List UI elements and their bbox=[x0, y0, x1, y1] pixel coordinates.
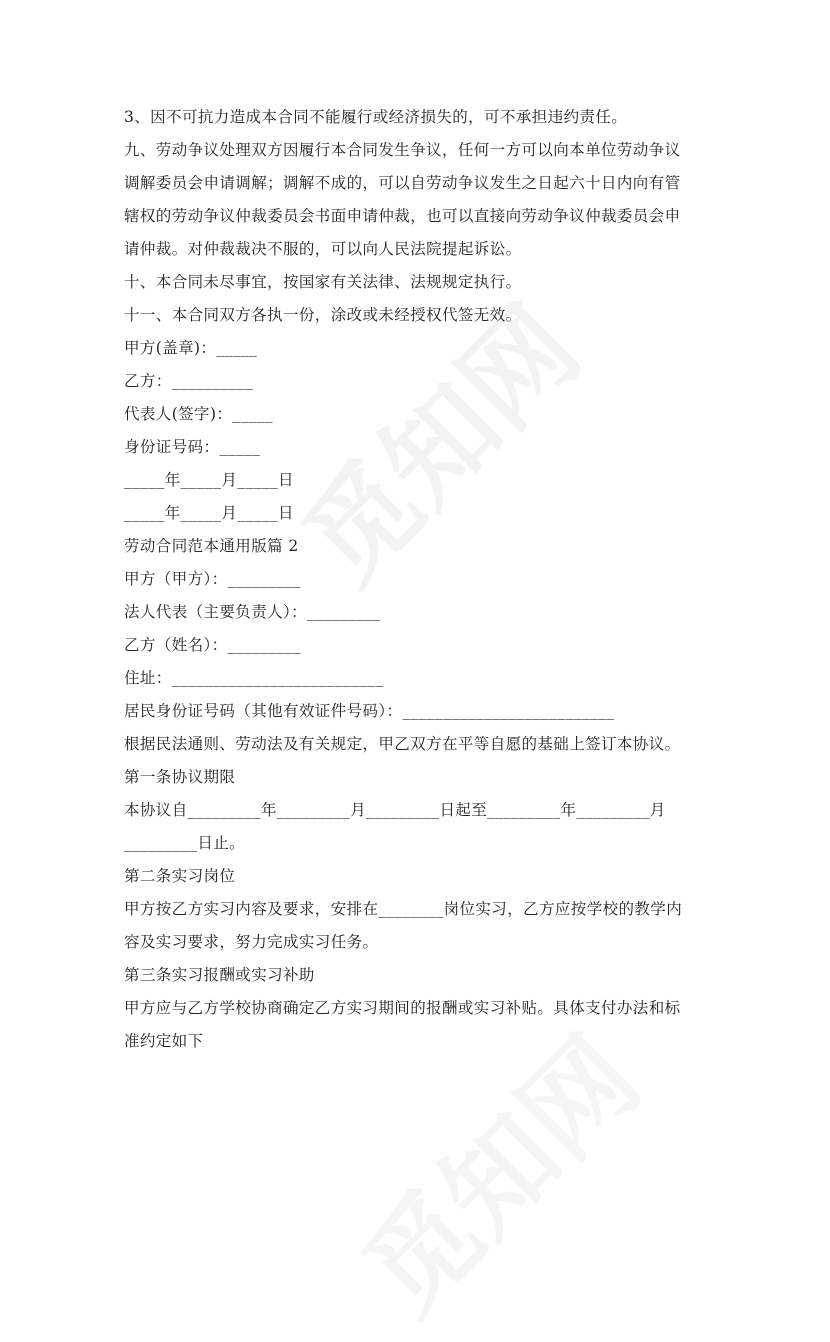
paragraph-line: 根据民法通则、劳动法及有关规定，甲乙双方在平等自愿的基础上签订本协议。 bbox=[124, 735, 681, 753]
form-field: 居民身份证号码（其他有效证件号码）：__________________________ bbox=[124, 702, 615, 720]
paragraph-line: 3、因不可抗力造成本合同不能履行或经济损失的，可不承担违约责任。 bbox=[124, 108, 628, 126]
form-field: 乙方（姓名）：_________ bbox=[124, 636, 301, 654]
paragraph-line: 甲方按乙方实习内容及要求，安排在________岗位实习，乙方应按学校的教学内 bbox=[124, 900, 683, 918]
clause-heading: 第一条协议期限 bbox=[124, 768, 236, 786]
paragraph-line: 准约定如下 bbox=[124, 1032, 204, 1050]
paragraph-line: _________日止。 bbox=[124, 834, 246, 852]
paragraph-line: 调解委员会申请调解；调解不成的，可以自劳动争议发生之日起六十日内向有管 bbox=[124, 174, 681, 192]
signature-field: 代表人(签字)：_____ bbox=[124, 405, 274, 423]
signature-field: 乙方：__________ bbox=[124, 372, 254, 390]
paragraph-line: 九、劳动争议处理双方因履行本合同发生争议，任何一方可以向本单位劳动争议 bbox=[124, 141, 681, 159]
paragraph-line: 十、本合同未尽事宜，按国家有关法律、法规规定执行。 bbox=[124, 273, 522, 291]
paragraph-line: 十一、本合同双方各执一份，涂改或未经授权代签无效。 bbox=[124, 306, 522, 324]
date-field: _____年_____月_____日 bbox=[124, 504, 294, 522]
signature-field: 甲方(盖章)：_____ bbox=[124, 339, 258, 357]
signature-field: 身份证号码：_____ bbox=[124, 438, 261, 456]
form-field: 甲方（甲方）：_________ bbox=[124, 570, 301, 588]
form-field: 住址：__________________________ bbox=[124, 669, 384, 687]
form-field: 法人代表（主要负责人）：_________ bbox=[124, 603, 381, 621]
paragraph-line: 请仲裁。对仲裁裁决不服的，可以向人民法院提起诉讼。 bbox=[124, 240, 522, 258]
paragraph-line: 容及实习要求，努力完成实习任务。 bbox=[124, 933, 379, 951]
clause-heading: 第二条实习岗位 bbox=[124, 867, 236, 885]
paragraph-line: 甲方应与乙方学校协商确定乙方实习期间的报酬或实习补贴。具体支付办法和标 bbox=[124, 999, 681, 1017]
date-field: _____年_____月_____日 bbox=[124, 471, 294, 489]
paragraph-line: 辖权的劳动争议仲裁委员会书面申请仲裁，也可以直接向劳动争议仲裁委员会申 bbox=[124, 207, 681, 225]
paragraph-line: 本协议自_________年_________月_________日起至_________年_________月 bbox=[124, 801, 666, 819]
clause-heading: 第三条实习报酬或实习补助 bbox=[124, 966, 315, 984]
section-title: 劳动合同范本通用版篇 2 bbox=[124, 537, 299, 555]
